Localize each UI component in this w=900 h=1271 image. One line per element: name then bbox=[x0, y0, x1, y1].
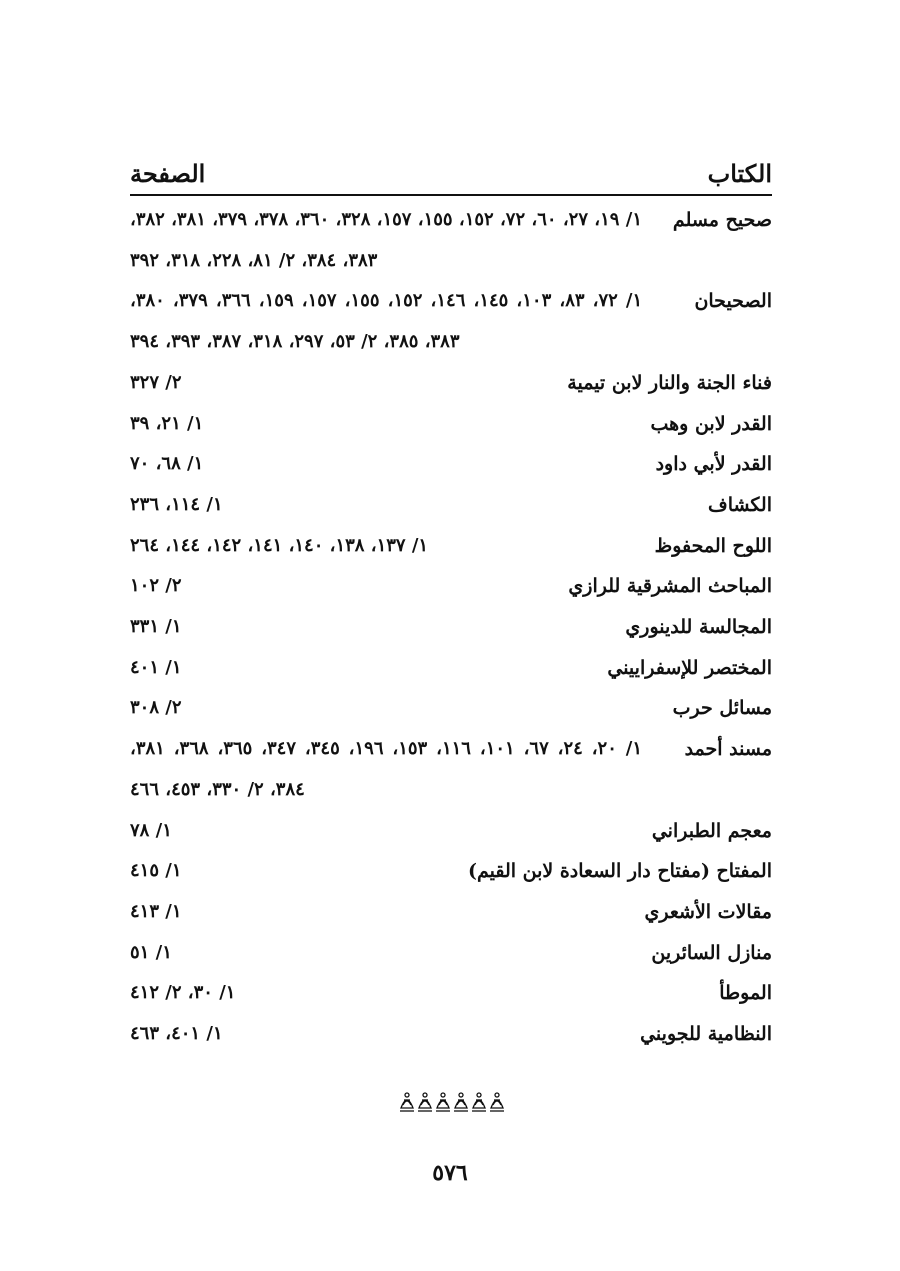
index-entry bbox=[130, 363, 772, 404]
page-references: ١/ ٢٠، ٢٤، ٦٧، ١٠١، ١١٦، ١٥٣، ١٩٦، ٣٤٥، ٣٤٧، ٣٦٥، ٣٦٨، ٣٨١، ٣٨٤، ٢/ ٣٣٠، ٤٥٣، ٤٦٦ bbox=[130, 738, 643, 800]
book-title: القدر لابن وهب bbox=[650, 412, 772, 435]
index-list bbox=[130, 196, 772, 1055]
page-references: ١/ ٦٨، ٧٠ bbox=[130, 453, 204, 475]
page-references: ١/ ٣٣١ bbox=[130, 616, 182, 638]
page-references: ١/ ٥١ bbox=[130, 941, 172, 963]
index-entry bbox=[130, 648, 772, 689]
book-title: المجالسة للدينوري bbox=[625, 616, 772, 639]
page-references: ٢/ ١٠٢ bbox=[130, 575, 182, 597]
index-header bbox=[130, 150, 772, 196]
floral-ornament-icon bbox=[398, 1088, 506, 1114]
index-entry bbox=[130, 281, 772, 362]
book-title: اللوح المحفوظ bbox=[654, 534, 772, 557]
book-title: معجم الطبراني bbox=[651, 819, 772, 842]
page-number: ٥٧٦ bbox=[432, 1160, 468, 1186]
book-title: الصحيحان bbox=[694, 290, 772, 313]
page-references: ١/ ٧٢، ٨٣، ١٠٣، ١٤٥، ١٤٦، ١٥٢، ١٥٥، ١٥٧، ١٥٩، ٣٦٦، ٣٧٩، ٣٨٠، ٣٨٣، ٣٨٥، ٢/ ٥٣، ٢٩٧، ٣١٨، ٣٨٧، ٣٩٣، ٣٩٤ bbox=[130, 290, 643, 353]
book-title: القدر لأبي داود bbox=[655, 453, 772, 476]
page-references: ١/ ١١٤، ٢٣٦ bbox=[130, 493, 223, 515]
index-entry bbox=[130, 404, 772, 445]
page-references: ٢/ ٣٢٧ bbox=[130, 371, 182, 393]
index-entry bbox=[130, 607, 772, 648]
page-references: ١/ ٤٠١ bbox=[130, 656, 182, 678]
book-title: فناء الجنة والنار لابن تيمية bbox=[567, 371, 772, 394]
index-entry bbox=[130, 688, 772, 729]
page-column-header: الصفحة bbox=[130, 159, 206, 188]
index-entry bbox=[130, 566, 772, 607]
book-title: مسائل حرب bbox=[672, 697, 772, 720]
index-entry bbox=[130, 444, 772, 485]
page-references: ١/ ٤١٣ bbox=[130, 900, 182, 922]
index-entry bbox=[130, 811, 772, 852]
book-title: المختصر للإسفراييني bbox=[607, 656, 772, 679]
page-references: ١/ ٤٠١، ٤٦٣ bbox=[130, 1023, 223, 1045]
book-title: صحيح مسلم bbox=[672, 209, 772, 231]
page-references: ٢/ ٣٠٨ bbox=[130, 697, 182, 719]
book-title: المفتاح (مفتاح دار السعادة لابن القيم) bbox=[467, 860, 772, 883]
index-entry bbox=[130, 526, 772, 567]
index-entry bbox=[130, 933, 772, 974]
book-title: النظامية للجويني bbox=[640, 1023, 772, 1046]
index-entry bbox=[130, 485, 772, 526]
index-page bbox=[130, 150, 772, 1055]
book-title: مقالات الأشعري bbox=[644, 900, 772, 923]
index-entry bbox=[130, 851, 772, 892]
book-column-header: الكتاب bbox=[707, 159, 772, 188]
index-entry bbox=[130, 892, 772, 933]
book-title: الكشاف bbox=[708, 493, 772, 516]
book-title: منازل السائرين bbox=[651, 941, 772, 964]
book-title: المباحث المشرقية للرازي bbox=[568, 575, 772, 598]
index-entry bbox=[130, 1014, 772, 1055]
page-references: ١/ ١٣٧، ١٣٨، ١٤٠، ١٤١، ١٤٢، ١٤٤، ٢٦٤ bbox=[130, 534, 429, 556]
index-entry bbox=[130, 200, 772, 281]
index-entry bbox=[130, 729, 772, 810]
book-title: مسند أحمد bbox=[684, 738, 772, 761]
page-references: ١/ ٤١٥ bbox=[130, 860, 182, 882]
page-references: ١/ ٢١، ٣٩ bbox=[130, 412, 204, 434]
page-references: ١/ ٣٠، ٢/ ٤١٢ bbox=[130, 982, 236, 1004]
index-entry bbox=[130, 973, 772, 1014]
page-references: ١/ ٧٨ bbox=[130, 819, 172, 841]
book-title: الموطأ bbox=[719, 982, 772, 1005]
page-references: ١/ ١٩، ٢٧، ٦٠، ٧٢، ١٥٢، ١٥٥، ١٥٧، ٣٢٨، ٣٦٠، ٣٧٨، ٣٧٩، ٣٨١، ٣٨٢، ٣٨٣، ٣٨٤، ٢/ ٨١، ٢٢٨، ٣١٨، ٣٩٢ bbox=[130, 209, 642, 271]
